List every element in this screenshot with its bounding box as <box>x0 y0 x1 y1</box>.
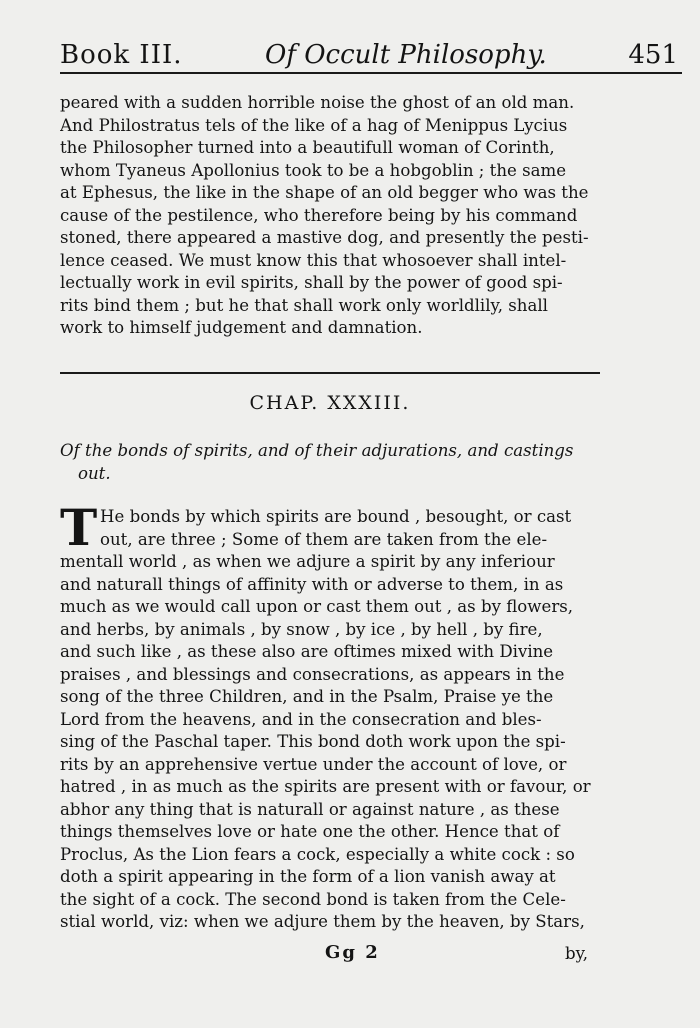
text-line: much as we would call upon or cast them out , as by flowers, <box>60 597 574 616</box>
text-line: And Philostratus tels of the like of a hag of Menippus Lycius <box>60 115 568 135</box>
text-line: abhor any thing that is naturall or against nature , as these <box>60 799 560 819</box>
summary-line: out. <box>78 463 111 483</box>
text-line: lence ceased. We must know this that whosoever shall intel- <box>60 250 567 270</box>
text-line: out, are three ; Some of them are taken from the ele- <box>100 529 548 549</box>
chapter-heading: CHAP. XXXIII. <box>249 392 411 414</box>
drop-cap: T <box>60 498 98 557</box>
summary-line: Of the bonds of spirits, and of their adjurations, and castings <box>60 441 574 460</box>
text-line: work to himself judgement and damnation. <box>60 318 423 337</box>
running-header <box>60 38 682 74</box>
text-line: peared with a sudden horrible noise the ghost of an old man. <box>60 93 575 112</box>
chapter-paragraph <box>60 498 600 934</box>
signature-mark: Gg 2 <box>325 942 380 963</box>
paragraph-continued <box>60 92 600 340</box>
text-line: and herbs, by animals , by snow , by ice , by hell , by fire, <box>60 619 543 639</box>
text-line: the sight of a cock. The second bond is taken from the Cele- <box>60 889 566 909</box>
page-number: 451 <box>628 40 678 70</box>
text-line: the Philosopher turned into a beautifull woman of Corinth, <box>60 138 555 157</box>
text-line: whom Tyaneus Apollonius took to be a hobgoblin ; the same <box>60 160 567 180</box>
text-line: rits by an apprehensive vertue under the account of love, or <box>60 754 567 774</box>
text-line: mentall world , as when we adjure a spirit by any inferiour <box>60 552 555 571</box>
text-line: song of the three Children, and in the Psalm, Praise ye the <box>60 687 554 706</box>
text-line: doth a spirit appearing in the form of a lion vanish away at <box>60 867 556 886</box>
text-line: praises , and blessings and consecrations, as appears in the <box>60 664 565 684</box>
text-line: lectually work in evil spirits, shall by the power of good spi- <box>60 273 563 292</box>
section-divider <box>60 372 600 374</box>
text-line: and such like , as these also are oftimes mixed with Divine <box>60 642 554 661</box>
catchword: by, <box>565 944 589 963</box>
text-line: stial world, viz: when we adjure them by the heaven, by Stars, <box>60 912 585 931</box>
text-line: sing of the Paschal taper. This bond doth work upon the spi- <box>60 732 566 751</box>
text-line: at Ephesus, the like in the shape of an old begger who was the <box>60 183 589 202</box>
book-title: Of Occult Philosophy. <box>265 40 547 70</box>
text-line: He bonds by which spirits are bound , besought, or cast <box>100 507 572 526</box>
text-line: and naturall things of affinity with or adverse to them, in as <box>60 574 564 594</box>
text-line: things themselves love or hate one the other. Hence that of <box>60 822 560 841</box>
text-line: Lord from the heavens, and in the consecration and bles- <box>60 709 542 729</box>
book-number: Book III. <box>60 40 183 70</box>
chapter-summary <box>60 440 600 485</box>
text-line: rits bind them ; but he that shall work only worldlily, shall <box>60 295 548 315</box>
text-line: stoned, there appeared a mastive dog, and presently the pesti- <box>60 228 589 247</box>
text-line: hatred , in as much as the spirits are present with or favour, or <box>60 777 591 796</box>
text-line: Proclus, As the Lion fears a cock, especially a white cock : so <box>60 844 575 864</box>
text-line: cause of the pestilence, who therefore being by his command <box>60 205 578 225</box>
